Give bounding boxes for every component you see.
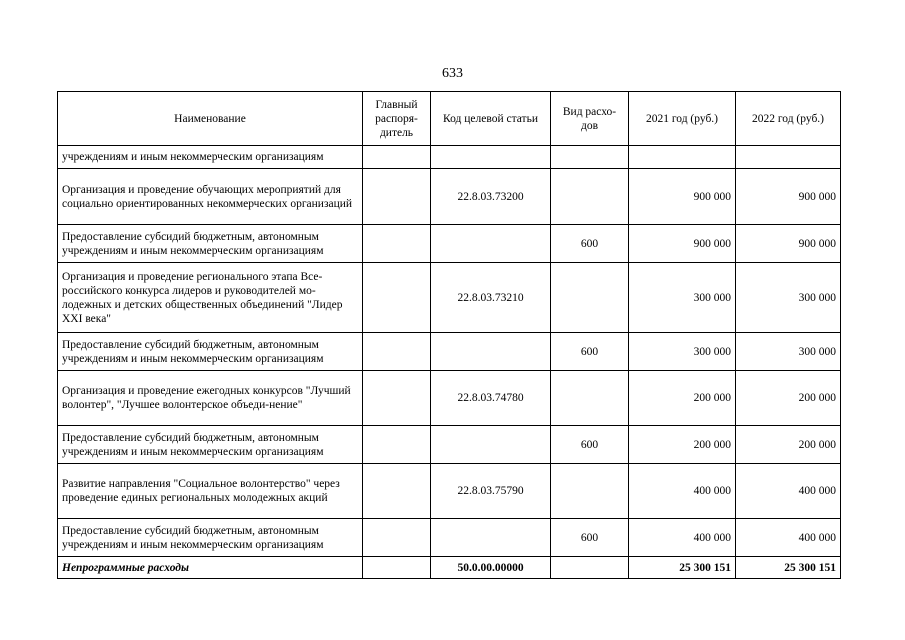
cell-2021: 400 000 <box>629 519 736 557</box>
cell-manager <box>363 333 431 371</box>
cell-type <box>551 146 629 169</box>
cell-2022: 900 000 <box>736 225 841 263</box>
cell-manager <box>363 169 431 225</box>
cell-code <box>431 333 551 371</box>
cell-2022: 200 000 <box>736 426 841 464</box>
cell-type <box>551 557 629 579</box>
cell-2022: 300 000 <box>736 263 841 333</box>
cell-code: 22.8.03.73210 <box>431 263 551 333</box>
cell-2022: 400 000 <box>736 464 841 519</box>
header-type: Вид расхо- дов <box>551 92 629 146</box>
cell-type: 600 <box>551 426 629 464</box>
table-row <box>58 426 841 464</box>
cell-name: Предоставление субсидий бюджетным, автономным учреждениям и иным некоммерческим организациям <box>58 426 363 464</box>
cell-manager <box>363 519 431 557</box>
cell-code: 22.8.03.75790 <box>431 464 551 519</box>
cell-name: Предоставление субсидий бюджетным, автономным учреждениям и иным некоммерческим организациям <box>58 333 363 371</box>
cell-name: Предоставление субсидий бюджетным, автономным учреждениям и иным некоммерческим организациям <box>58 225 363 263</box>
header-2022: 2022 год (руб.) <box>736 92 841 146</box>
cell-2021: 300 000 <box>629 333 736 371</box>
cell-2021: 200 000 <box>629 426 736 464</box>
cell-code: 22.8.03.74780 <box>431 371 551 426</box>
cell-name: Непрограммные расходы <box>58 557 363 579</box>
cell-2021: 400 000 <box>629 464 736 519</box>
cell-code: 50.0.00.00000 <box>431 557 551 579</box>
cell-name: Организация и проведение ежегодных конкурсов "Лучший волонтер", "Лучшее волонтерское объеди-нение" <box>58 371 363 426</box>
cell-name: учреждениям и иным некоммерческим организациям <box>58 146 363 169</box>
cell-manager <box>363 371 431 426</box>
cell-manager <box>363 225 431 263</box>
table-row <box>58 263 841 333</box>
cell-2022 <box>736 146 841 169</box>
total-row <box>58 557 841 579</box>
cell-manager <box>363 426 431 464</box>
table-header-row <box>58 92 841 146</box>
table-row <box>58 464 841 519</box>
budget-table <box>57 91 841 579</box>
cell-2022: 300 000 <box>736 333 841 371</box>
cell-name: Развитие направления "Социальное волонтерство" через проведение единых региональных молодежных акций <box>58 464 363 519</box>
cell-type <box>551 169 629 225</box>
cell-code: 22.8.03.73200 <box>431 169 551 225</box>
table-row <box>58 519 841 557</box>
cell-type <box>551 464 629 519</box>
cell-2022: 200 000 <box>736 371 841 426</box>
header-manager: Главный распоря- дитель <box>363 92 431 146</box>
cell-type: 600 <box>551 333 629 371</box>
table-row <box>58 146 841 169</box>
cell-manager <box>363 464 431 519</box>
table-row <box>58 169 841 225</box>
cell-manager <box>363 146 431 169</box>
cell-code <box>431 146 551 169</box>
cell-manager <box>363 557 431 579</box>
cell-2021: 25 300 151 <box>629 557 736 579</box>
cell-2021: 900 000 <box>629 169 736 225</box>
header-name: Наименование <box>58 92 363 146</box>
cell-2021: 900 000 <box>629 225 736 263</box>
cell-code <box>431 225 551 263</box>
table-row <box>58 371 841 426</box>
cell-type <box>551 263 629 333</box>
cell-2022: 400 000 <box>736 519 841 557</box>
cell-manager <box>363 263 431 333</box>
cell-2021: 200 000 <box>629 371 736 426</box>
cell-name: Предоставление субсидий бюджетным, автономным учреждениям и иным некоммерческим организациям <box>58 519 363 557</box>
table-row <box>58 333 841 371</box>
header-2021: 2021 год (руб.) <box>629 92 736 146</box>
cell-2022: 900 000 <box>736 169 841 225</box>
cell-2022: 25 300 151 <box>736 557 841 579</box>
cell-code <box>431 426 551 464</box>
cell-code <box>431 519 551 557</box>
cell-name: Организация и проведение регионального этапа Все-российского конкурса лидеров и руководителей мо-лодежных и детских общественных объединений "Лидер XXI века" <box>58 263 363 333</box>
cell-2021: 300 000 <box>629 263 736 333</box>
cell-type: 600 <box>551 225 629 263</box>
cell-type: 600 <box>551 519 629 557</box>
table-row <box>58 225 841 263</box>
page-number: 633 <box>442 66 463 81</box>
header-code: Код целевой статьи <box>431 92 551 146</box>
cell-type <box>551 371 629 426</box>
cell-2021 <box>629 146 736 169</box>
cell-name: Организация и проведение обучающих мероприятий для социально ориентированных некоммерческих организаций <box>58 169 363 225</box>
